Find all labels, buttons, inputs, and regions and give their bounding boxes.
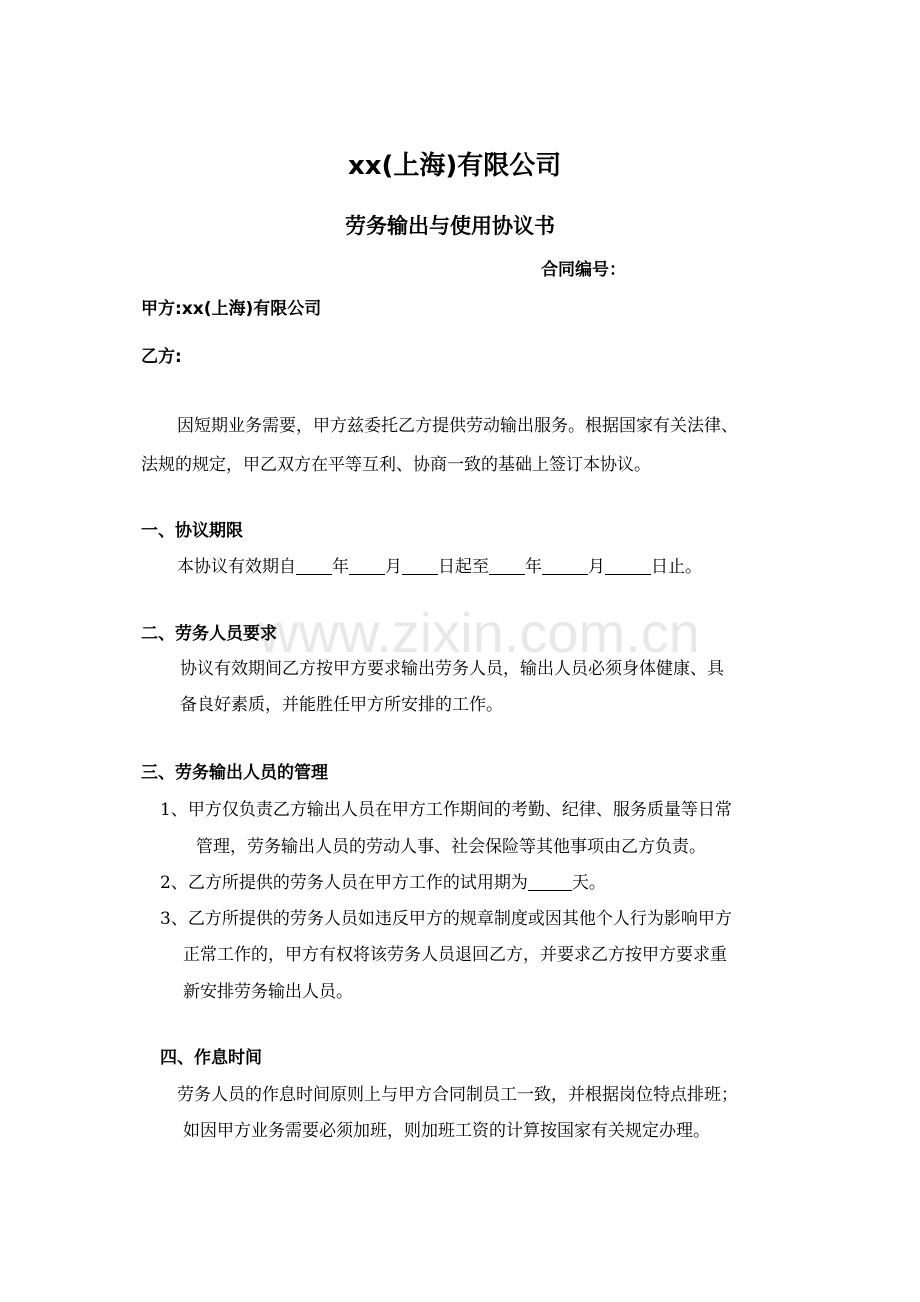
start-day-blank[interactable] (402, 557, 438, 575)
section-2-line-1: 协议有效期间乙方按甲方要求输出劳务人员，输出人员必须身体健康、具 (180, 659, 724, 679)
document-title: 劳务输出与使用协议书 (345, 214, 555, 238)
term-text-7: 日止。 (651, 557, 702, 577)
end-month-blank[interactable] (542, 557, 588, 575)
intro-line-1: 因短期业务需要，甲方兹委托乙方提供劳动输出服务。根据国家有关法律、 (177, 416, 738, 436)
section-3-item-1-line-1: 1、甲方仅负责乙方输出人员在甲方工作期间的考勤、纪律、服务质量等日常 (160, 800, 732, 820)
section-3-item-3-line-3: 新安排劳务输出人员。 (183, 982, 353, 1002)
section-3-item-3-line-2: 正常工作的，甲方有权将该劳务人员退回乙方，并要求乙方按甲方要求重 (183, 945, 727, 965)
probation-text: 2、乙方所提供的劳务人员在甲方工作的试用期为 (160, 873, 528, 893)
term-text-5: 年 (525, 557, 542, 577)
contract-number-label: 合同编号： (541, 260, 626, 280)
section-4-line-1: 劳务人员的作息时间原则上与甲方合同制员工一致，并根据岗位特点排班； (177, 1085, 738, 1105)
section-4-heading: 四、作息时间 (160, 1048, 262, 1068)
term-text-1: 本协议有效期自 (177, 557, 296, 577)
term-text-3: 月 (385, 557, 402, 577)
term-text-2: 年 (332, 557, 349, 577)
section-3-item-2 (160, 872, 606, 894)
section-4-line-2: 如因甲方业务需要必须加班，则加班工资的计算按国家有关规定办理。 (183, 1121, 710, 1141)
probation-unit: 天。 (571, 873, 606, 893)
section-3-heading: 三、劳务输出人员的管理 (141, 763, 328, 783)
start-year-blank[interactable] (296, 557, 332, 575)
party-b: 乙方: (141, 347, 182, 367)
end-day-blank[interactable] (605, 557, 651, 575)
term-text-6: 月 (588, 557, 605, 577)
section-2-heading: 二、劳务人员要求 (141, 624, 277, 644)
party-a: 甲方:xx(上海)有限公司 (141, 299, 322, 319)
intro-line-2: 法规的规定，甲乙双方在平等互利、协商一致的基础上签订本协议。 (141, 455, 651, 475)
section-3-item-1-line-2: 管理，劳务输出人员的劳动人事、社会保险等其他事项由乙方负责。 (196, 837, 706, 857)
end-year-blank[interactable] (489, 557, 525, 575)
company-title: xx(上海)有限公司 (348, 151, 562, 181)
section-2-line-2: 备良好素质，并能胜任甲方所安排的工作。 (180, 695, 503, 715)
watermark: www.zixin.com.cn (258, 601, 700, 664)
section-1-heading: 一、协议期限 (141, 521, 243, 541)
section-3-item-3-line-1: 3、乙方所提供的劳务人员如违反甲方的规章制度或因其他个人行为影响甲方 (160, 909, 732, 929)
term-text-4: 日起至 (438, 557, 489, 577)
start-month-blank[interactable] (349, 557, 385, 575)
section-1-term-line (177, 556, 702, 578)
probation-days-blank[interactable] (528, 873, 572, 891)
